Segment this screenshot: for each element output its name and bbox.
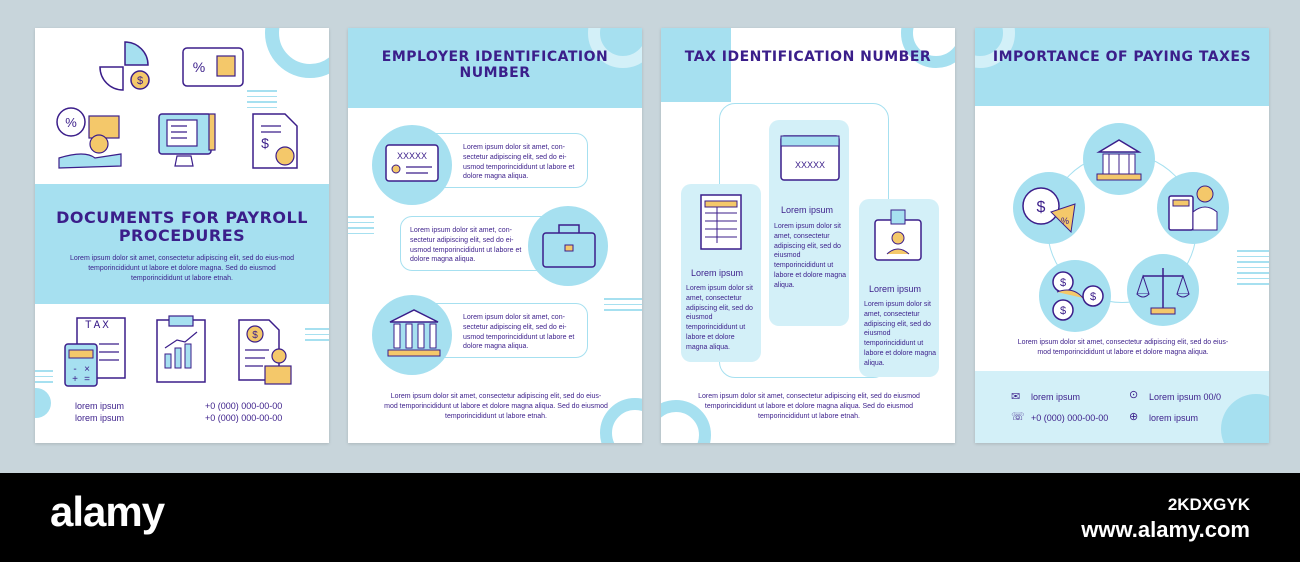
- svg-text:$: $: [252, 330, 258, 341]
- web-label: lorem ipsum: [1149, 413, 1199, 423]
- svg-text:$: $: [1059, 277, 1067, 289]
- invoice-person-icon: [235, 318, 295, 388]
- percent-hand-icon: [55, 106, 125, 172]
- contact1-phone: +0 (000) 000-00-00: [205, 401, 283, 411]
- site-url: www.alamy.com: [1081, 517, 1250, 542]
- mail-icon: ✉: [1011, 391, 1021, 403]
- briefcase-icon: [541, 223, 597, 269]
- phone-label: +0 (000) 000-00-00: [1031, 413, 1109, 423]
- tax-label: TAX: [85, 320, 111, 332]
- column1-text: Lorem ipsum dolor sit amet, consectetur adipiscing elit, sed do eiusmod temporincididunt ut labore et dolore magna aliqua.: [686, 285, 753, 351]
- page-title: TAX IDENTIFICATION NUMBER: [684, 49, 932, 65]
- page-title: DOCUMENTS FOR PAYROLL PROCEDURES: [56, 208, 308, 246]
- scales-icon: [1135, 264, 1191, 316]
- contact2-phone: +0 (000) 000-00-00: [205, 413, 283, 423]
- svg-text:$: $: [1089, 291, 1097, 303]
- phone-icon: ☏: [1011, 411, 1025, 423]
- svg-text:$: $: [1059, 305, 1067, 317]
- line-decoration: [1237, 250, 1269, 289]
- column2-text: Lorem ipsum dolor sit amet, consectetur adipiscing elit, sed do eiusmod temporincididunt ut labore et dolore magna aliqua.: [774, 223, 846, 289]
- line-decoration: [247, 90, 277, 112]
- page-title: IMPORTANCE OF PAYING TAXES: [992, 49, 1252, 65]
- footer-text: Lorem ipsum dolor sit amet, consectetur adipiscing elit, sed do eius-mod temporincididunt ut labore et dolore magna aliqua. Sed do eiusmod temporincididunt ut labore etnah.: [384, 393, 608, 420]
- money-head-icon: [1047, 268, 1105, 324]
- brochure-page-documents: [35, 28, 329, 443]
- brochure-page-ein: [348, 28, 642, 443]
- svg-text:%: %: [65, 115, 77, 130]
- intro-text: Lorem ipsum dolor sit amet, consectetur adipiscing elit, sed do eius-mod temporincididunt ut labore et dolore magna aliqua.: [1017, 339, 1229, 356]
- item3-text: Lorem ipsum dolor sit amet, con-sectetur adipiscing elit, sed do ei-usmod temporincididunt ut labore et dolore magna aliqua.: [463, 314, 575, 351]
- svg-text:$: $: [1036, 199, 1046, 216]
- clipboard-chart-icon: [153, 314, 209, 386]
- card-mask-text: XXXXX: [396, 151, 428, 161]
- column2-title: Lorem ipsum: [781, 205, 834, 215]
- alamy-logo: alamy: [50, 488, 165, 535]
- government-building-icon: [1095, 136, 1143, 182]
- badge-icon: [873, 208, 923, 264]
- corner-decoration: [35, 388, 51, 418]
- intro-text: Lorem ipsum dolor sit amet, consectetur adipiscing elit, sed do eius-mod temporincididunt ut labore et dolore magna. Sed do eiusmod temporincididunt ut labore etnah.: [69, 255, 295, 282]
- svg-text:=: =: [84, 374, 90, 385]
- brochure-page-taxes: [975, 28, 1269, 443]
- browser-mask-text: XXXXX: [794, 160, 826, 170]
- column1-title: Lorem ipsum: [691, 268, 744, 278]
- svg-text:%: %: [192, 59, 206, 75]
- browser-window-icon: [779, 134, 841, 184]
- line-decoration: [604, 298, 642, 315]
- id-card-icon: [384, 143, 440, 185]
- title-band: [975, 28, 1269, 106]
- page-title: EMPLOYER IDENTIFICATION NUMBER: [381, 49, 609, 82]
- contact2-name: lorem ipsum: [75, 413, 125, 423]
- spreadsheet-icon: [699, 193, 743, 251]
- monitor-checklist-icon: [157, 110, 223, 172]
- id-card-icon: [181, 46, 245, 90]
- email-label: lorem ipsum: [1031, 392, 1081, 402]
- line-decoration: [35, 370, 53, 387]
- svg-text:+: +: [72, 374, 78, 385]
- svg-text:%: %: [1060, 216, 1070, 226]
- svg-text:$: $: [136, 75, 144, 87]
- contact1-name: lorem ipsum: [75, 401, 125, 411]
- pie-chart-icon: [95, 40, 155, 90]
- line-decoration: [35, 220, 43, 237]
- line-decoration: [305, 328, 329, 345]
- line-decoration: [348, 216, 374, 238]
- column3-title: Lorem ipsum: [869, 284, 922, 294]
- corner-decoration: [265, 28, 329, 78]
- location-pin-icon: ⊙: [1129, 389, 1139, 401]
- location-label: Lorem ipsum 00/0: [1149, 392, 1222, 402]
- item1-text: Lorem ipsum dolor sit amet, con-sectetur adipiscing elit, sed do ei-usmod temporincididunt ut labore et dolore magna aliqua.: [463, 144, 575, 181]
- svg-text:×: ×: [84, 364, 90, 375]
- globe-icon: ⊕: [1129, 411, 1139, 423]
- footer-text: Lorem ipsum dolor sit amet, consectetur adipiscing elit, sed do eiusmod temporincididunt ut labore et dolore magna aliqua. Sed do eiusmod temporincididunt ut labore etnah.: [698, 393, 920, 420]
- image-id: 2KDXGYK: [1167, 495, 1250, 514]
- brochure-page-tin: [661, 28, 955, 443]
- bank-icon: [386, 308, 442, 358]
- column3-text: Lorem ipsum dolor sit amet, consectetur adipiscing elit, sed do eiusmod temporincididunt ut labore et dolore magna aliqua.: [864, 301, 936, 367]
- svg-text:$: $: [261, 135, 269, 151]
- svg-text:-: -: [73, 364, 77, 375]
- certificate-icon: [249, 112, 303, 174]
- item2-text: Lorem ipsum dolor sit amet, con-sectetur adipiscing elit, sed do ei-usmod temporincididunt ut labore et dolore magna aliqua.: [410, 227, 522, 264]
- coin-percent-icon: [1021, 182, 1079, 234]
- accountant-icon: [1167, 182, 1219, 234]
